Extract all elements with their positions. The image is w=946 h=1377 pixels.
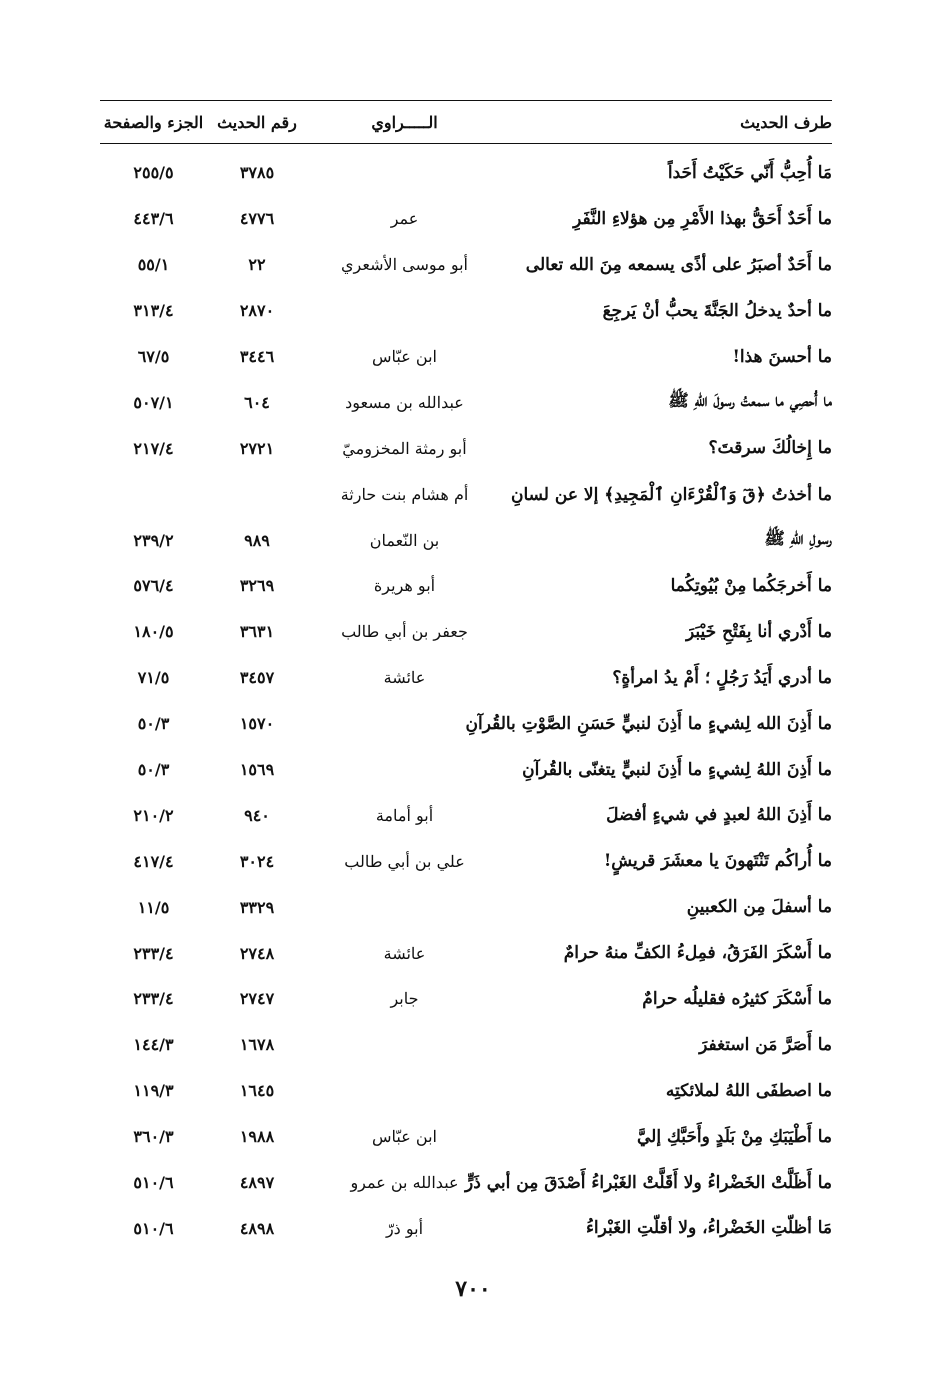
- hadith-cell: مَا أُحِبُّ أَنّي حَكَيْتُ أَحَداً: [667, 162, 832, 183]
- table-row: [100, 334, 832, 380]
- number-cell: ٩٤٠: [244, 805, 270, 825]
- volume-page-cell: ٢٣٣/٤: [133, 943, 174, 963]
- table-row: [100, 792, 832, 838]
- table-row: [100, 196, 832, 242]
- narrator-cell: ابن عبّاس: [372, 347, 437, 366]
- hadith-cell: ما أَخرجَكُما مِنْ بُيُوتِكُما: [670, 575, 832, 596]
- volume-page-cell: ٣٦٠/٣: [133, 1127, 174, 1147]
- table-row: [100, 1068, 832, 1114]
- hadith-cell: ما أَظَلَّتْ الخَضْراءُ ولا أَقَلَّتْ الغَبْراءُ أَصْدَقَ مِن أبي ذَرٍّ: [465, 1172, 832, 1193]
- hadith-cell: ما أَدْري أنا بِفَتْحِ خَيْبَرَ: [686, 621, 832, 642]
- hadith-cell: ما أسفلَ مِن الكعبينِ: [686, 897, 832, 918]
- hadith-cell: ما أَطْيَبَكِ مِنْ بَلَدٍ وأَحَبَّكِ إليَّ: [636, 1126, 832, 1147]
- number-cell: ٣٠٢٤: [239, 851, 275, 871]
- narrator-cell: أبو هريرة: [373, 576, 436, 596]
- table-row: [100, 976, 832, 1022]
- table-row: [100, 379, 832, 425]
- hadith-cell: ما اصطفَى اللهُ لملائكتِه: [665, 1080, 832, 1101]
- table-row: [100, 1022, 832, 1068]
- table-row: [100, 1114, 832, 1160]
- number-cell: ٣٢٦٩: [239, 576, 275, 596]
- table-row: [100, 150, 832, 196]
- number-cell: ٢٨٧٠: [239, 301, 275, 321]
- hadith-cell: ما أدري أَيَدُ رَجُلٍ ؛ أَمْ يدُ امرأةٍ؟: [612, 667, 832, 688]
- narrator-cell: عائشة: [383, 943, 426, 963]
- hadith-cell: ما إِخالُكَ سرقتَ؟: [708, 438, 832, 459]
- volume-page-cell: ١٤٤/٣: [133, 1035, 174, 1055]
- table-row: [100, 1205, 832, 1251]
- table-row: [100, 242, 832, 288]
- hadith-cell: ما أخذتُ ﴿قٓ وَٱلْقُرْءَانِ ٱلْمَجِيدِ﴾ إلا عن لسانِ: [510, 484, 832, 505]
- table-row: [100, 425, 832, 471]
- narrator-cell: علي بن أبي طالب: [344, 851, 465, 871]
- narrator-cell: جعفر بن أبي طالب: [341, 622, 468, 642]
- volume-page-cell: ٥٥/١: [137, 255, 170, 275]
- narrator-cell: بن النّعمان: [369, 530, 440, 550]
- number-cell: ٤٨٩٧: [239, 1173, 275, 1193]
- narrator-cell: عبدالله بن مسعود: [345, 392, 464, 412]
- number-cell: ٩٨٩: [244, 530, 270, 550]
- number-cell: ١٩٨٨: [239, 1127, 275, 1147]
- hadith-cell: مَا أظلّتِ الخَضْراءُ، ولا أقلّتِ الغَبْراءُ: [585, 1218, 832, 1239]
- narrator-cell: أم هشام بنت حارثة: [340, 484, 469, 504]
- volume-page-cell: ٥٠/٣: [137, 760, 170, 780]
- hadith-cell: ما أحسنَ هذا!: [732, 346, 832, 367]
- table-header: [100, 101, 832, 143]
- volume-page-cell: ٥١٠/٦: [133, 1173, 174, 1193]
- page-number: ٧٠٠: [455, 1276, 491, 1302]
- table-row: [100, 655, 832, 701]
- table-row: [100, 471, 832, 517]
- hadith-cell: ما أَذِنَ اللهُ لعبدٍ في شيءٍ أفضلَ: [606, 805, 832, 826]
- table-body: [100, 150, 832, 1251]
- volume-page-cell: ٢٥٥/٥: [133, 163, 174, 183]
- narrator-cell: عبدالله بن عمرو: [350, 1173, 459, 1193]
- hadith-cell: ما أحدٌ يدخلُ الجَنَّةَ يحبُّ أنْ يَرجِعَ: [602, 300, 832, 321]
- number-cell: ٢٧٤٧: [239, 989, 275, 1009]
- volume-page-cell: ٥٠/٣: [137, 714, 170, 734]
- narrator-cell: أبو ذرّ: [385, 1218, 424, 1238]
- hadith-cell: ما أَسْكَرَ الفَرَقُ، فمِلءُ الكفِّ منهُ حرامٌ: [563, 943, 832, 964]
- number-cell: ٣٦٣١: [239, 622, 275, 642]
- hadith-cell: رسولِ اللهِ ﷺ: [764, 528, 832, 549]
- narrator-cell: عائشة: [383, 668, 426, 688]
- number-cell: ٣٧٨٥: [239, 163, 275, 183]
- number-cell: ٢٢: [248, 255, 266, 275]
- volume-page-cell: ٤١٧/٤: [133, 851, 174, 871]
- narrator-cell: أبو موسى الأشعري: [341, 255, 468, 275]
- hadith-cell: ما أَحَدٌ أَحَقُّ بهذا الأَمْرِ مِن هؤلاءِ النَّفَرِ: [573, 208, 832, 229]
- table-row: [100, 1160, 832, 1206]
- header-narrator: الـــــراوي: [371, 112, 438, 132]
- header-hadith: طرف الحديث: [740, 112, 832, 132]
- number-cell: ١٦٤٥: [239, 1081, 275, 1101]
- table-row: [100, 838, 832, 884]
- volume-page-cell: ٥١٠/٦: [133, 1218, 174, 1238]
- table-row: [100, 701, 832, 747]
- table-row: [100, 563, 832, 609]
- header-rule: [100, 143, 832, 144]
- table-row: [100, 288, 832, 334]
- hadith-cell: ما أَذِنَ اللهُ لِشيءٍ ما أَذِنَ لنبيٍّ يتغنّى بالقُرآنِ: [522, 759, 832, 780]
- index-page: [100, 100, 832, 1251]
- volume-page-cell: ٥٠٧/١: [133, 392, 174, 412]
- narrator-cell: أبو أمامة: [375, 805, 434, 825]
- hadith-cell: ما أَصَرَّ مَن استغفرَ: [699, 1034, 832, 1055]
- narrator-cell: أبو رمثة المخزوميّ: [342, 438, 467, 458]
- table-row: [100, 747, 832, 793]
- number-cell: ٣٤٤٦: [239, 347, 275, 366]
- hadith-cell: ما أَذِنَ الله لِشيءٍ ما أَذِنَ لنبيٍّ حَسَنِ الصَّوْتِ بالقُرآنِ: [465, 713, 832, 734]
- table-row: [100, 517, 832, 563]
- volume-page-cell: ١١٩/٣: [133, 1081, 174, 1101]
- number-cell: ٢٧٤٨: [239, 943, 275, 963]
- number-cell: ٤٨٩٨: [239, 1218, 275, 1238]
- number-cell: ٣٤٥٧: [239, 668, 275, 688]
- number-cell: ١٥٧٠: [239, 714, 275, 734]
- narrator-cell: جابر: [390, 989, 419, 1009]
- volume-page-cell: ٢١٧/٤: [133, 438, 174, 458]
- table-row: [100, 930, 832, 976]
- header-number: رقم الحديث: [217, 112, 297, 132]
- volume-page-cell: ١٨٠/٥: [133, 622, 174, 642]
- header-volume-page: الجزء والصفحة: [103, 112, 204, 132]
- number-cell: ١٥٦٩: [239, 760, 275, 780]
- number-cell: ١٦٧٨: [239, 1035, 275, 1055]
- number-cell: ٤٧٧٦: [239, 209, 275, 229]
- volume-page-cell: ٢٣٩/٢: [133, 530, 174, 550]
- hadith-cell: ما أُحصِي ما سمعتُ رسولَ اللهِ ﷺ: [668, 390, 832, 411]
- narrator-cell: عمر: [390, 209, 419, 229]
- number-cell: ٣٣٢٩: [239, 897, 275, 917]
- volume-page-cell: ٥٧٦/٤: [133, 576, 174, 596]
- volume-page-cell: ٤٤٣/٦: [133, 209, 174, 229]
- volume-page-cell: ٢١٠/٢: [133, 805, 174, 825]
- hadith-cell: ما أَحَدٌ أصبَرُ على أذًى يسمعه مِنَ الله تعالى: [525, 254, 832, 275]
- volume-page-cell: ١١/٥: [137, 897, 170, 917]
- hadith-cell: ما أُراكُم تَنْتَهونَ يا معشَرَ قريشٍ!: [603, 851, 832, 872]
- table-row: [100, 884, 832, 930]
- number-cell: ٦٠٤: [244, 392, 270, 412]
- volume-page-cell: ٦٧/٥: [137, 347, 170, 366]
- number-cell: ٢٧٢١: [239, 438, 275, 458]
- volume-page-cell: ٣١٣/٤: [133, 301, 174, 321]
- narrator-cell: ابن عبّاس: [372, 1127, 437, 1147]
- volume-page-cell: ٧١/٥: [137, 668, 170, 688]
- table-row: [100, 609, 832, 655]
- volume-page-cell: ٢٣٣/٤: [133, 989, 174, 1009]
- hadith-cell: ما أَسْكَرَ كثيرُه فقليلُه حرامٌ: [642, 988, 832, 1009]
